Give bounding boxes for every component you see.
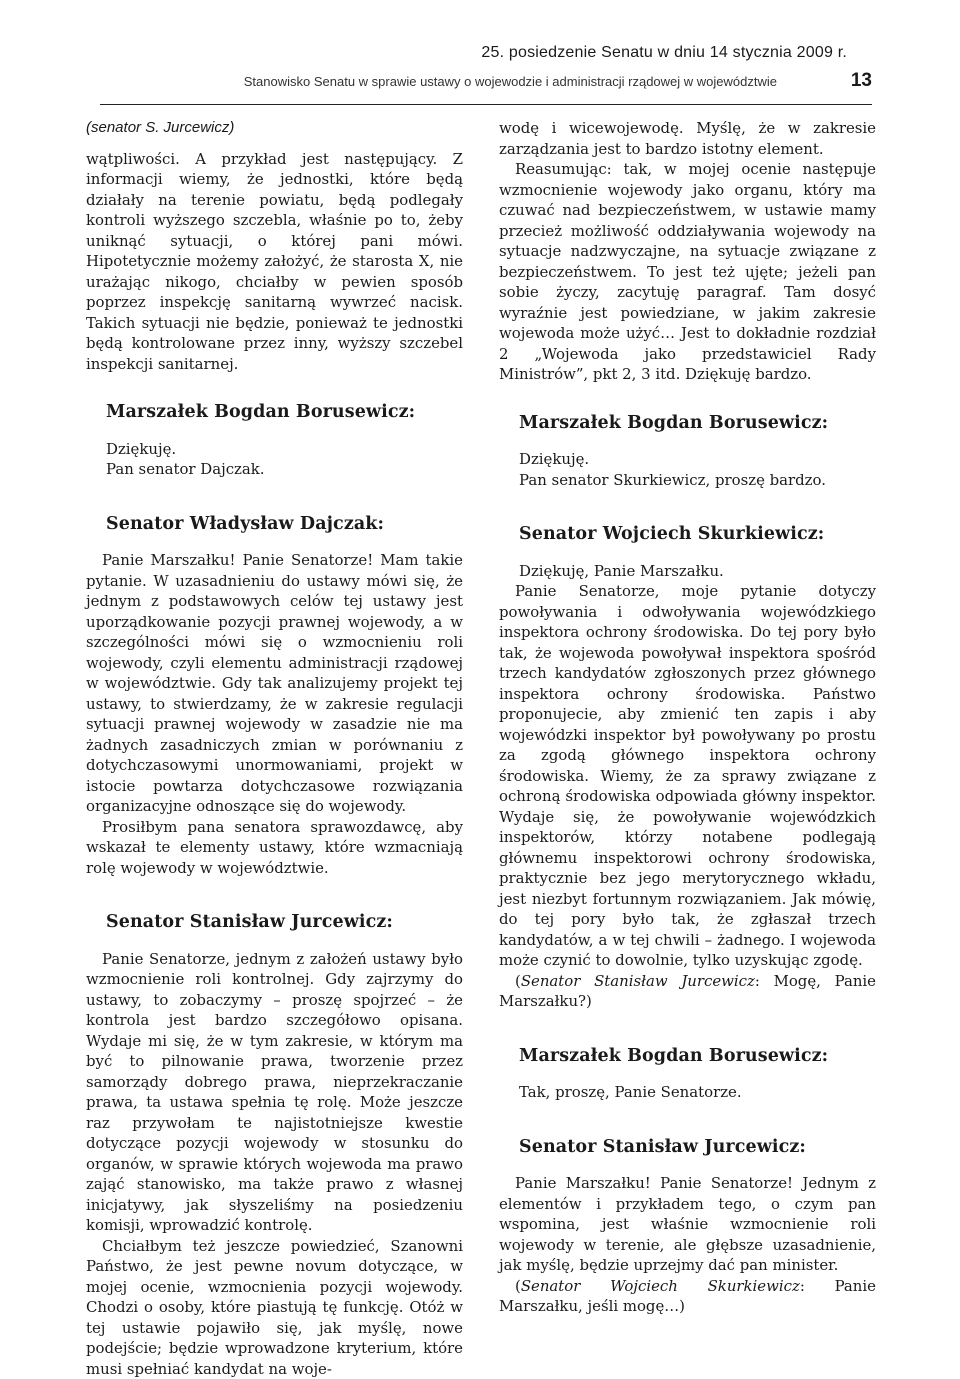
interjection-speaker: Senator Stanisław Jurcewicz: [521, 972, 755, 990]
speaker-heading: Senator Władysław Dajczak:: [106, 514, 463, 535]
speech-block: [519, 561, 876, 582]
paragraph: Reasumując: tak, w mojej ocenie następuje wzmocnienie wojewody jako organu, który ma czuwać nad bezpieczeństwem, w ustawie mamy przecież możliwość oddziaływania wojewody na sytuacje nadzwyczajne, na sytuacje związane z bezpieczeństwem. To jest też ujęte; jeżeli pan sobie życzy, zacytuję paragraf. Tam dosyć wyraźnie jest powiedziane, w jakim zakresie wojewoda może użyć… Jest to dokładnie rozdział 2 „Wojewoda jako przedstawiciel Rady Ministrów”, pkt 2, 3 itd. Dziękuję bardzo.: [499, 159, 876, 385]
paragraph: Tak, proszę, Panie Senatorze.: [519, 1082, 876, 1103]
speaker-heading: Marszałek Bogdan Borusewicz:: [519, 1046, 876, 1067]
interjection-text: : Mogę, Panie Marszałku?): [499, 972, 876, 1011]
paragraph: Dziękuję, Panie Marszałku.: [519, 561, 876, 582]
interjection-open: (: [515, 972, 521, 990]
speaker-heading: Senator Wojciech Skurkiewicz:: [519, 524, 876, 545]
speaker-heading: Marszałek Bogdan Borusewicz:: [519, 413, 876, 434]
speech-block: [519, 1082, 876, 1103]
speech-block: [519, 449, 876, 490]
page-number: 13: [851, 70, 872, 92]
paragraph: Pan senator Skurkiewicz, proszę bardzo.: [519, 470, 876, 491]
paragraph: Panie Senatorze, moje pytanie dotyczy powoływania i odwoływania wojewódzkiego inspektora ochrony środowiska. Do tej pory było tak, że wojewoda powoływał inspektora spośród trzech kandydatów zgłoszonych przez głównego inspektora ochrony środowiska. Państwo proponujecie, aby zmienić ten zapis i aby wojewódzki inspektor był powoływany po prostu za zgodą głównego inspektora ochrony środowiska. Wiemy, że za sprawy związane z ochroną środowiska odpowiada główny inspektor. Wydaje się, że powoływanie wojewódzkich inspektorów, którzy notabene podlegają głównemu inspektorowi ochrony środowiska, praktycznie bez jego merytorycznego wkładu, jest niezbyt fortunnym rozwiązaniem. Jak mówię, do tej pory było tak, że zgłaszał trzech kandydatów, a w tej chwili – żadnego. I wojewoda może czynić to dowolnie, tylko uzyskując zgodę.: [499, 581, 876, 971]
paragraph: Panie Senatorze, jednym z założeń ustawy było wzmocnienie roli kontrolnej. Gdy zajrzymy do ustawy, to zobaczymy – proszę spojrzeć – że kontrola jest bardzo szczegółowo opisana. Wydaje mi się, że w tym zakresie, w którym ma być to pilnowanie prawa, tworzenie przez samorządy dobrego prawa, nieprzekraczanie prawa, ta ustawa spełnia tę rolę. Może jeszcze raz przywołam te najistotniejsze kwestie dotyczące pozycji wojewody w stosunku do organów, w sprawie których wojewoda ma prawo zająć stanowisko, ma także prawo z własnej inicjatywy, jak słyszeliśmy na posiedzeniu komisji, wprowadzić kontrolę.: [86, 949, 463, 1236]
speaker-heading: Marszałek Bogdan Borusewicz:: [106, 402, 463, 423]
page-header: [100, 44, 872, 104]
continuation-note: (senator S. Jurcewicz): [86, 118, 463, 139]
paragraph: Chciałbym też jeszcze powiedzieć, Szanowni Państwo, że jest pewne novum dotyczące, w mojej ocenie, wzmocnienia pozycji wojewody. Chodzi o osoby, które piastują tę funkcję. Otóż w tej ustawie pojawiło się, jak myślę, nowe podejście; będzie wprowadzone kryterium, które musi spełniać kandydat na woje-: [86, 1236, 463, 1379]
interjection-speaker: Senator Wojciech Skurkiewicz: [521, 1277, 800, 1295]
paragraph: Dziękuję.: [519, 449, 876, 470]
header-rule: [100, 104, 872, 105]
speech-block: [106, 439, 463, 480]
document-subtitle: Stanowisko Senatu w sprawie ustawy o wojewodzie i administracji rządowej w województwie: [0, 74, 777, 89]
session-title: 25. posiedzenie Senatu w dniu 14 stycznia 2009 r.: [147, 44, 847, 62]
interjection: [499, 971, 876, 1012]
interjection-open: (: [515, 1277, 521, 1295]
paragraph: Prosiłbym pana senatora sprawozdawcę, aby wskazał te elementy ustawy, które wzmacniają rolę wojewody w województwie.: [86, 817, 463, 879]
paragraph: wodę i wicewojewodę. Myślę, że w zakresie zarządzania jest to bardzo istotny element.: [499, 118, 876, 159]
paragraph: Pan senator Dajczak.: [106, 459, 463, 480]
paragraph: wątpliwości. A przykład jest następujący. Z informacji wiemy, że jednostki, które będą działały na terenie powiatu, będą podlegały kontroli wyższego szczebla, właśnie po to, żeby uniknąć sytuacji, o której pani mówi. Hipotetycznie możemy założyć, że starosta X, nie urażając nikogo, chciałby w pewien sposób poprzez inspekcję sanitarną wywrzeć nacisk. Takich sytuacji nie będzie, ponieważ te jednostki będą kontrolowane przez inny, wyższy szczebel inspekcji sanitarnej.: [86, 149, 463, 375]
right-column: [499, 118, 876, 1317]
speaker-heading: Senator Stanisław Jurcewicz:: [519, 1137, 876, 1158]
paragraph: Panie Marszałku! Panie Senatorze! Jednym z elementów i przykładem tego, o czym pan wspomina, jest właśnie wzmocnienie roli wojewody w terenie, ale głębsze uzasadnienie, jak myślę, będzie uprzejmy dać pan minister.: [499, 1173, 876, 1276]
interjection: [499, 1276, 876, 1317]
speaker-heading: Senator Stanisław Jurcewicz:: [106, 912, 463, 933]
paragraph: Dziękuję.: [106, 439, 463, 460]
paragraph: Panie Marszałku! Panie Senatorze! Mam takie pytanie. W uzasadnieniu do ustawy mówi się, że jednym z podstawowych celów tej ustawy jest uporządkowanie pozycji prawnej wojewody, a w szczególności mówi się o wzmocnieniu roli wojewody, czyli elementu administracji rządowej w województwie. Gdy tak analizujemy projekt tej ustawy, to stwierdzamy, że w zakresie regulacji sytuacji prawnej wojewody w zasadzie nie ma żadnych zasadniczych zmian w porównaniu z dotychczasowymi unormowaniami, projekt w istocie powtarza dotychczasowe rozwiązania organizacyjne odnoszące się do wojewody.: [86, 550, 463, 817]
interjection-text: : Panie Marszałku, jeśli mogę…): [499, 1277, 876, 1316]
left-column: [86, 118, 463, 1379]
